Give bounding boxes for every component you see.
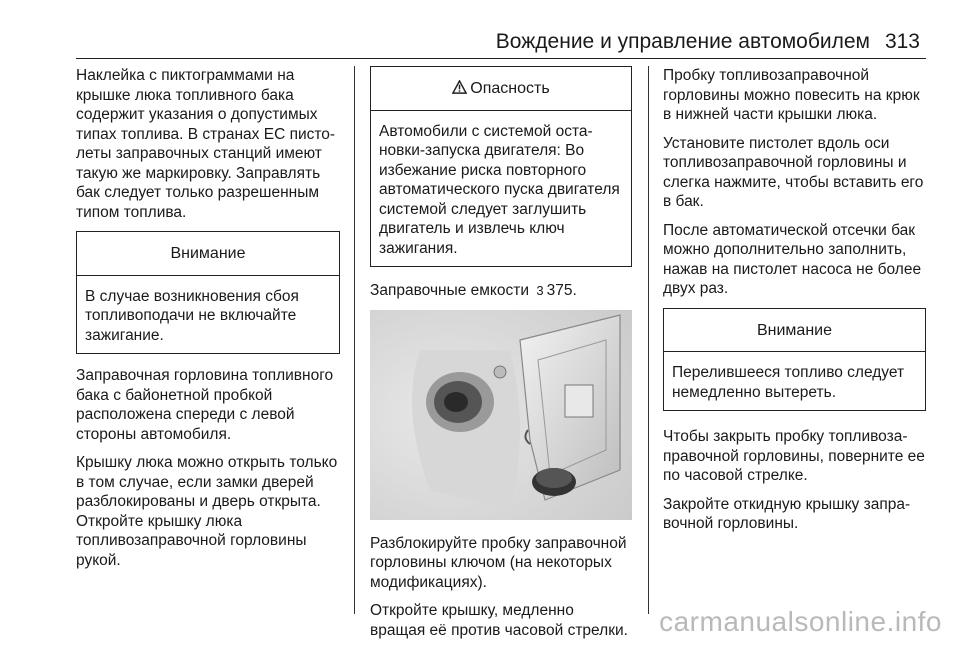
header-rule bbox=[76, 58, 926, 59]
capacity-reference: Заправочные емкости 3 375. bbox=[370, 282, 577, 299]
notice-text: Перелившееся топливо следует немедленно вытереть. bbox=[672, 364, 905, 401]
danger-header bbox=[371, 67, 631, 111]
danger-box bbox=[370, 66, 632, 267]
paragraph: Откройте крышку, медленно вращая её против часовой стрелки. bbox=[370, 602, 628, 639]
danger-title: Опасность bbox=[470, 80, 550, 97]
paragraph: Установите пистолет вдоль оси топливозаправочной горловины и слегка нажмите, чтобы вставить его в бак. bbox=[663, 134, 924, 210]
paragraph: Заправочная горловина топливного бака с байонетной пробкой расположена спереди с левой стороны автомобиля. bbox=[76, 367, 334, 443]
notice-text: В случае возникновения сбоя топливоподачи не включайте зажигание. bbox=[85, 287, 299, 344]
paragraph: Разблокируйте пробку заправочной горловины ключом (на некоторых модификациях). bbox=[370, 534, 627, 591]
column-middle bbox=[370, 66, 632, 649]
notice-title: Внимание bbox=[664, 309, 925, 353]
notice-box bbox=[76, 231, 340, 354]
reference-arrow-icon: 3 bbox=[536, 283, 544, 298]
notice-title: Внимание bbox=[77, 232, 339, 276]
column-left bbox=[76, 66, 340, 579]
paragraph: Пробку топливозаправочной горловины можно повесить на крюк в нижней части крышки люка. bbox=[663, 67, 920, 123]
danger-text: Автомобили с системой остановки-запуска двигателя: Во избежание риска повторного автоматического пуска двигателя системой следует заглушить двигатель и извлечь ключ зажигания. bbox=[379, 122, 620, 257]
paragraph: Крышку люка можно открыть только в том случае, если замки дверей разблокированы и дверь открыта. Откройте крышку люка топливозаправочной горловины рукой. bbox=[76, 454, 338, 569]
watermark: carmanualsonline.info bbox=[659, 606, 942, 637]
paragraph: Закройте откидную крышку заправочной горловины. bbox=[663, 495, 911, 532]
column-divider bbox=[354, 66, 355, 614]
page-number: 313 bbox=[884, 30, 920, 53]
warning-triangle-icon bbox=[452, 80, 467, 94]
column-divider bbox=[648, 66, 649, 614]
notice-box bbox=[663, 308, 926, 412]
paragraph: Наклейка с пиктограммами на крышке люка топливного бака содержит указания о допустимых типах топлива. В странах ЕС пистолеты заправочных станций имеют такую же маркировку. Заправлять бак следует только разрешенным типом топлива. bbox=[76, 67, 336, 221]
page-header bbox=[0, 30, 960, 60]
reference-page: 375. bbox=[546, 282, 577, 299]
paragraph: Чтобы закрыть пробку топливозаправочной горловины, поверните ее по часовой стрелке. bbox=[663, 428, 925, 484]
fuel-filler-photo bbox=[370, 310, 632, 520]
section-title: Вождение и управление автомобилем bbox=[495, 30, 870, 53]
paragraph: После автоматической отсечки бак можно дополнительно заполнить, нажав на пистолет насоса не более двух раз. bbox=[663, 221, 922, 297]
column-right bbox=[663, 66, 926, 543]
